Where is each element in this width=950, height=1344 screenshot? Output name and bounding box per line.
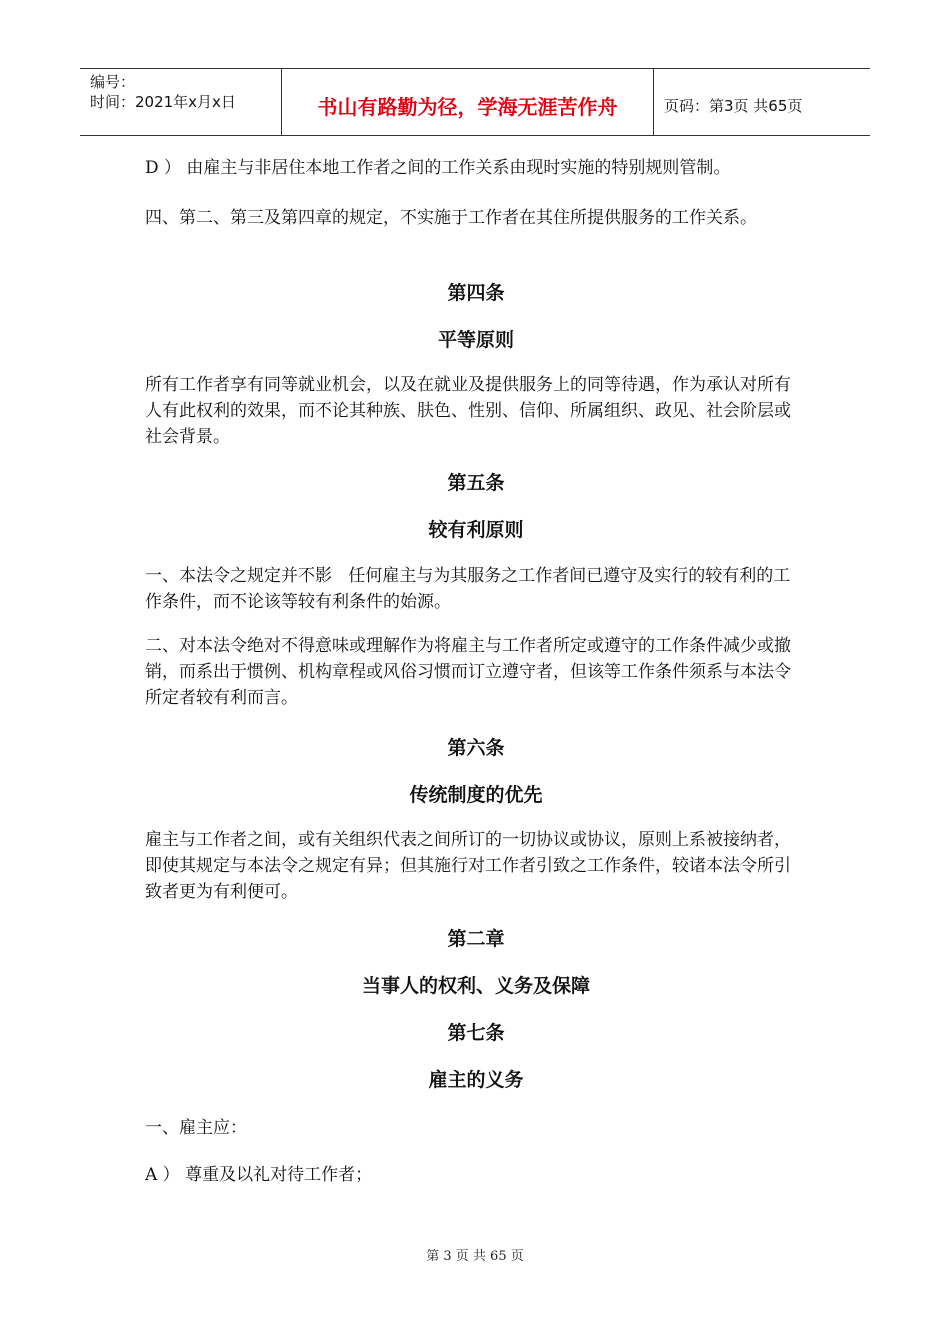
article-4-text: 所有工作者享有同等就业机会，以及在就业及提供服务上的同等待遇，作为承认对所有人有此权利的效果，而不论其种族、肤色、性别、信仰、所属组织、政见、社会阶层或社会背景。 bbox=[145, 375, 791, 447]
page-footer: 第 3 页 共 65 页 bbox=[426, 1249, 524, 1264]
article-7-subtitle: 雇主的义务 bbox=[428, 1069, 524, 1091]
article-6-subtitle: 传统制度的优先 bbox=[409, 784, 543, 806]
header-page-info: 页码：第3页 共65页 bbox=[664, 96, 803, 115]
article-4-title: 第四条 bbox=[447, 282, 505, 304]
header-motto: 书山有路勤为径，学海无涯苦作舟 bbox=[282, 69, 654, 135]
article-7-item-1: 一、雇主应： bbox=[145, 1118, 247, 1138]
page-header bbox=[80, 68, 870, 136]
article-6-text: 雇主与工作者之间，或有关组织代表之间所订的一切协议或协议，原则上系被接纳者，即使其规定与本法令之规定有异；但其施行对工作者引致之工作条件，较诸本法令所引致者更为有利便可。 bbox=[145, 830, 791, 902]
paragraph-d: D ） 由雇主与非居住本地工作者之间的工作关系由现时实施的特别规则管制。 bbox=[145, 158, 731, 178]
article-7-title: 第七条 bbox=[447, 1022, 505, 1044]
article-5-subtitle: 较有利原则 bbox=[428, 519, 524, 541]
article-5-text-1: 一、本法令之规定并不影 任何雇主与为其服务之工作者间已遵守及实行的较有利的工作条件，而不论该等较有利条件的始源。 bbox=[145, 566, 791, 612]
article-5-title: 第五条 bbox=[447, 472, 505, 494]
article-6-title: 第六条 bbox=[447, 737, 505, 759]
date-label: 时间：2021年x月x日 bbox=[90, 93, 236, 111]
chapter-2-subtitle: 当事人的权利、义务及保障 bbox=[361, 975, 590, 997]
article-4-subtitle: 平等原则 bbox=[437, 329, 514, 351]
article-5-text-2: 二、对本法令绝对不得意味或理解作为将雇主与工作者所定或遵守的工作条件减少或撤销，而系出于惯例、机构章程或风俗习惯而订立遵守者，但该等工作条件须系与本法令所定者较有利而言。 bbox=[145, 636, 791, 708]
doc-number-label: 编号： bbox=[90, 73, 136, 91]
article-7-item-a: A ） 尊重及以礼对待工作者； bbox=[145, 1165, 373, 1185]
chapter-2-title: 第二章 bbox=[447, 928, 505, 950]
paragraph-4: 四、第二、第三及第四章的规定，不实施于工作者在其住所提供服务的工作关系。 bbox=[145, 208, 757, 228]
header-meta bbox=[80, 69, 282, 135]
